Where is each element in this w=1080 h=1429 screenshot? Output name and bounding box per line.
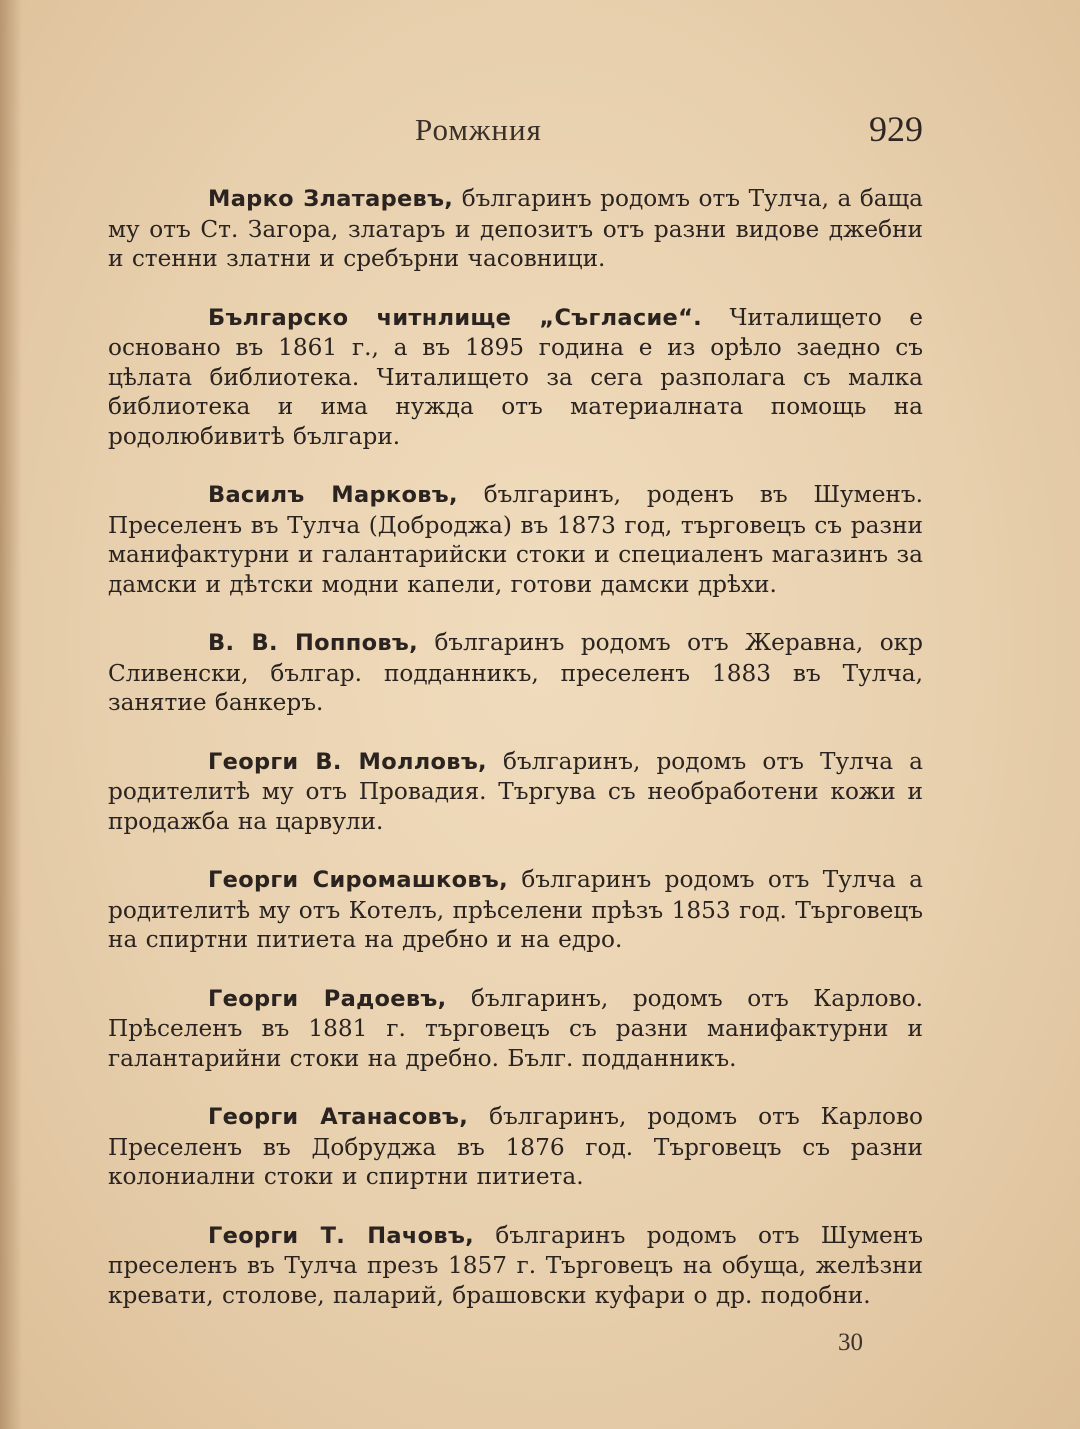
entry-text: българинъ, родомъ отъ Карлово Преселенъ въ Добруджа въ 1876 год. Търговецъ съ разни колониални стоки и спиртни питиета. [108,1103,923,1190]
entry-name: Георги Радоевъ, [208,985,447,1012]
entry-name: Марко Златаревъ, [208,186,454,212]
directory-entry [108,984,923,1074]
running-head [0,109,1080,158]
entry-name: Георги В. Молловъ, [208,748,487,775]
directory-entry [108,628,923,718]
directory-entry [108,865,923,955]
directory-entry [108,1102,923,1192]
entry-name: В. В. Попповъ, [208,630,418,656]
entry-name: Георги Т. Пачовъ, [208,1222,475,1249]
directory-entry [108,184,923,274]
directory-entry [108,1221,923,1311]
page-binding-edge [0,0,22,1429]
entry-name: Василъ Марковъ, [208,482,458,508]
running-head-title: Ромжния [415,112,542,147]
page-number: 929 [869,109,923,149]
entry-text: българинъ, роденъ въ Шуменъ. Преселенъ въ Тулча (Доброджа) въ 1873 год, търговецъ съ разни манифактурни и галантарийски стоки и специаленъ магазинъ за дамски и дѣтски модни капели, готови дамски дрѣхи. [108,481,923,598]
entry-text: българинъ, родомъ отъ Тулча а родителитѣ му отъ Провадия. Търгува съ необработени кожи и продажба на царвули. [108,747,923,835]
printer-signature-mark: 30 [838,1329,863,1356]
entry-name: Българско читнлище „Съгласие“. [208,304,703,331]
entry-text: българинъ родомъ отъ Жеравна, окр Сливенски, българ. подданникъ, преселенъ 1883 въ Тулча, занятие банкеръ. [108,629,923,716]
entry-text: българинъ родомъ отъ Тулча а родителитѣ му отъ Котелъ, прѣселени прѣзъ 1853 год. Търговецъ на спиртни питиета на дребно и на едро. [108,866,924,953]
entry-text: българинъ, родомъ отъ Карлово. Прѣселенъ въ 1881 г. търговецъ съ разни манифактурни и галантарийни стоки на дребно. Бълг. подданникъ. [108,984,923,1072]
directory-entry [108,480,923,599]
directory-entry [108,303,923,452]
entry-text: българинъ родомъ отъ Тулча, а баща му отъ Ст. Загора, златаръ и депозитъ отъ разни видове джебни и стенни златни и сребърни часовници. [108,185,923,272]
entry-name: Георги Атанасовъ, [208,1104,469,1130]
entry-name: Георги Сиромашковъ, [208,867,508,893]
directory-entry [108,747,923,837]
directory-entries [108,184,923,1339]
entry-text: българинъ родомъ отъ Шуменъ преселенъ въ Тулча презъ 1857 г. Търговецъ на обуща, желѣзни кревати, столове, паларий, брашовски куфари о др. подобни. [108,1221,923,1309]
entry-text: Читалището е основано въ 1861 г., а въ 1895 година е из орѣло заедно съ цѣлата библиотека. Читалището за сега разполага съ малка библиотека и има нужда отъ материалната помощь на родолюбивитѣ българи. [108,303,923,450]
